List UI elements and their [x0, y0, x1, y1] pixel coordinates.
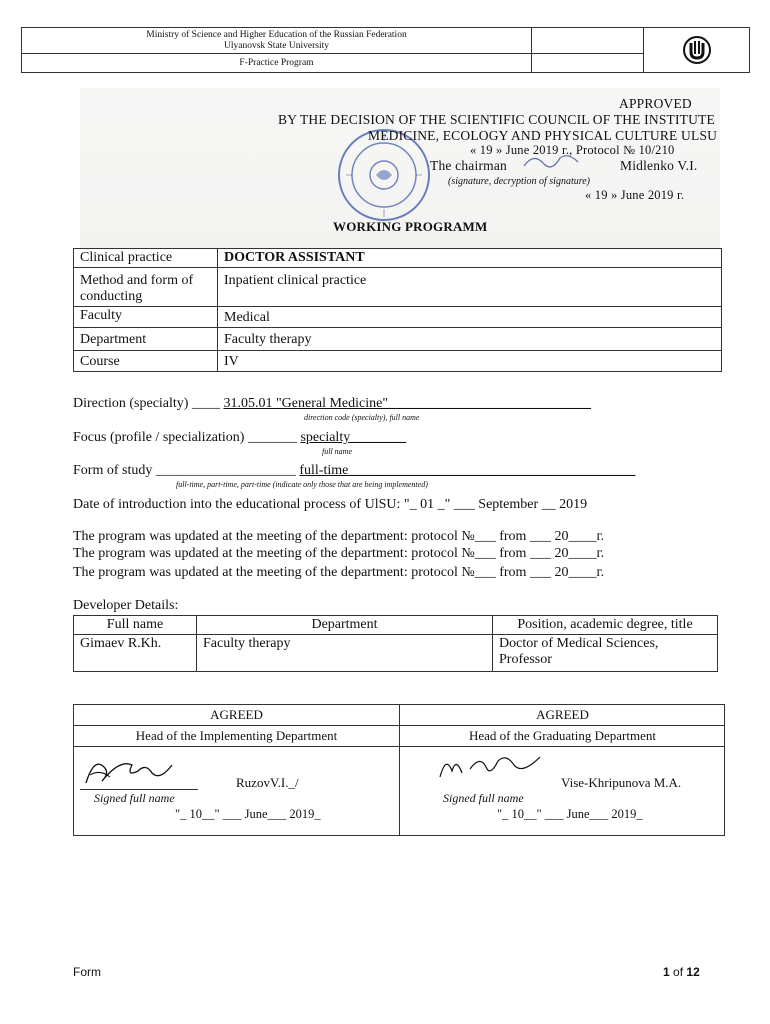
table-row — [74, 351, 722, 372]
university-name: Ulyanovsk State University — [223, 41, 329, 51]
table-row — [74, 307, 722, 328]
update-line: The program was updated at the meeting of the department: protocol №___ from ___ 20____г. — [73, 565, 605, 580]
agreed-role: Head of the Graduating Department — [400, 726, 725, 747]
table-value: IV — [218, 351, 722, 372]
header-empty-cell — [532, 28, 643, 72]
table-label: Course — [74, 351, 218, 372]
agreed-title: AGREED — [400, 705, 725, 726]
total-pages: 12 — [686, 965, 700, 979]
table-value: Medical — [218, 307, 722, 328]
signature-hint: (signature, decryption of signature) — [448, 176, 591, 187]
form-of-study-hint: full-time, part-time, part-time (indicate only those that are being implemented) — [176, 480, 428, 489]
agreed-date: "_ 10__" ___ June___ 2019_ — [497, 807, 643, 821]
table-value: DOCTOR ASSISTANT — [218, 249, 722, 268]
ministry-name: Ministry of Science and Higher Education of the Russian Federation — [146, 30, 407, 40]
approval-date: « 19 » June 2019 г. — [585, 188, 685, 202]
table-label: Method and form of conducting — [74, 268, 218, 307]
table-label: Clinical practice — [74, 249, 218, 268]
focus-value: specialty________ — [300, 430, 407, 445]
table-row — [74, 635, 718, 672]
agreed-name: RuzovV.I._/ — [236, 775, 299, 790]
table-label: Faculty — [74, 307, 218, 328]
table-row — [74, 268, 722, 307]
approval-protocol: « 19 » June 2019 г., Protocol № 10/210 — [470, 143, 675, 157]
document-title: WORKING PROGRAMM — [333, 219, 488, 234]
developer-position: Doctor of Medical Sciences, Professor — [493, 635, 718, 672]
signature-icon — [80, 751, 180, 791]
logo-cell — [643, 28, 750, 72]
approval-line-1: BY THE DECISION OF THE SCIENTIFIC COUNCIL OF THE INSTITUTE — [278, 112, 715, 127]
current-page: 1 — [663, 965, 670, 979]
focus-label: Focus (profile / specialization) _______ — [73, 430, 301, 445]
approval-line-2: MEDICINE, ECOLOGY AND PHYSICAL CULTURE ULSU — [368, 128, 718, 143]
table-header-row — [74, 616, 718, 635]
document-header — [21, 27, 750, 73]
developer-table — [73, 615, 718, 672]
agreed-left-column — [74, 705, 399, 835]
signed-label: Signed full name — [443, 791, 524, 805]
header-institution — [22, 28, 531, 54]
agreed-right-column — [399, 705, 725, 835]
table-value: Faculty therapy — [218, 328, 722, 351]
agreed-name: Vise-Khripunova M.A. — [561, 775, 682, 790]
column-header: Department — [197, 616, 493, 635]
agreed-role: Head of the Implementing Department — [74, 726, 399, 747]
page-number — [663, 965, 700, 979]
update-line: The program was updated at the meeting of the department: protocol №___ from ___ 20____г. — [73, 529, 605, 544]
university-logo-icon — [682, 35, 712, 65]
signature-icon — [436, 749, 546, 785]
agreed-title: AGREED — [74, 705, 399, 726]
direction-label: Direction (specialty) ____ — [73, 396, 224, 411]
practice-info-table — [73, 248, 722, 372]
form-of-study-line — [73, 463, 635, 479]
column-header: Full name — [74, 616, 197, 635]
agreement-table — [73, 704, 725, 836]
chairman-label: The chairman — [430, 158, 507, 173]
focus-hint: full name — [322, 447, 352, 456]
signature-icon — [520, 150, 590, 172]
form-code: F-Practice Program — [239, 58, 314, 68]
agreed-date: "_ 10__" ___ June___ 2019_ — [175, 807, 321, 821]
chairman-name: Midlenko V.I. — [620, 158, 698, 173]
approved-label: APPROVED — [619, 96, 692, 111]
table-row — [74, 328, 722, 351]
direction-line — [73, 396, 591, 412]
developer-name: Gimaev R.Kh. — [74, 635, 197, 672]
table-row — [74, 249, 722, 268]
column-header: Position, academic degree, title — [493, 616, 718, 635]
developer-department: Faculty therapy — [197, 635, 493, 672]
table-value: Inpatient clinical practice — [218, 268, 722, 307]
developer-title: Developer Details: — [73, 598, 179, 613]
header-text-column — [22, 28, 532, 72]
signed-label: Signed full name — [94, 791, 175, 805]
update-line: The program was updated at the meeting of the department: protocol №___ from ___ 20____г. — [73, 546, 605, 561]
form-of-study-label: Form of study ____________________ — [73, 463, 300, 478]
focus-line — [73, 430, 406, 446]
footer-form-label: Form — [73, 965, 101, 979]
direction-hint: direction code (specialty), full name — [304, 413, 420, 422]
direction-value: 31.05.01 "General Medicine"_____________________________ — [223, 396, 592, 411]
form-of-study-value: full-time_________________________________________ — [299, 463, 636, 478]
page-of: of — [673, 965, 684, 979]
introduction-date: Date of introduction into the educational process of UlSU: "_ 01 _" ___ September __ 2019 — [73, 497, 588, 512]
table-label: Department — [74, 328, 218, 351]
